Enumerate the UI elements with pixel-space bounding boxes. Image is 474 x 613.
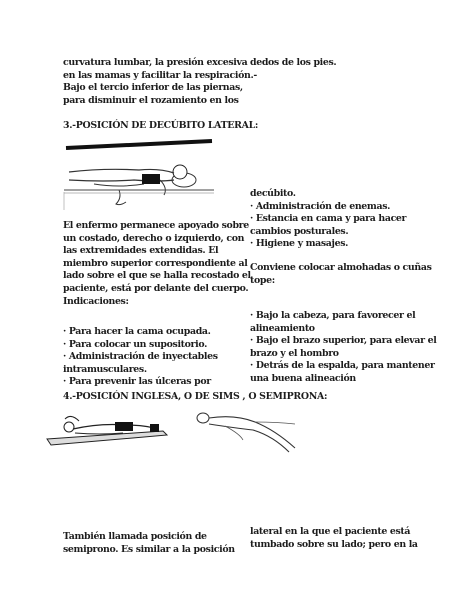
pillows-intro: Conviene colocar almohadas o cuñas tope: (250, 262, 432, 286)
right-top-paragraph: dedos de los pies. (250, 57, 337, 68)
left-top-paragraph: curvatura lumbar, la presión excesiva en las mamas y facilitar la respiración.- Bajo el tercio inferior de las piernas, para disminuir el rozamiento en los (63, 57, 257, 106)
lateral-position-description: El enfermo permanece apoyado sobre un costado, derecho o izquierdo, con las extremidades extendidas. El miembro superior correspondiente al lado sobre el que se halla recostado el paciente, está por delante del cuerpo. Indicaciones: (63, 220, 251, 307)
pillows-list: · Bajo la cabeza, para favorecer el alineamiento · Bajo el brazo superior, para elevar el brazo y el hombro · Detrás de la espalda, para mantener una buena alineación (250, 310, 437, 384)
left-bottom-paragraph: También llamada posición de semiprono. Es similar a la posición (63, 531, 235, 555)
right-bottom-paragraph: lateral en la que el paciente está tumbado sobre su lado; pero en la (250, 526, 418, 550)
indications-list: · Para hacer la cama ocupada. · Para colocar un supositorio. · Administración de inyectables intramusculares. · Para prevenir las úlceras por (63, 326, 218, 388)
section-3-heading: 3.-POSICIÓN DE DECÚBITO LATERAL: (63, 120, 259, 131)
sims-position-illustration (45, 405, 170, 450)
section-4-heading: 4.-POSICIÓN INGLESA, O DE SIMS , O SEMIPRONA: (63, 391, 328, 402)
indications-continued: decúbito. · Administración de enemas. · Estancia en cama y para hacer cambios posturales. · Higiene y masajes. (250, 188, 407, 250)
sims-position-figure (195, 400, 300, 460)
lateral-position-illustration (64, 140, 214, 220)
